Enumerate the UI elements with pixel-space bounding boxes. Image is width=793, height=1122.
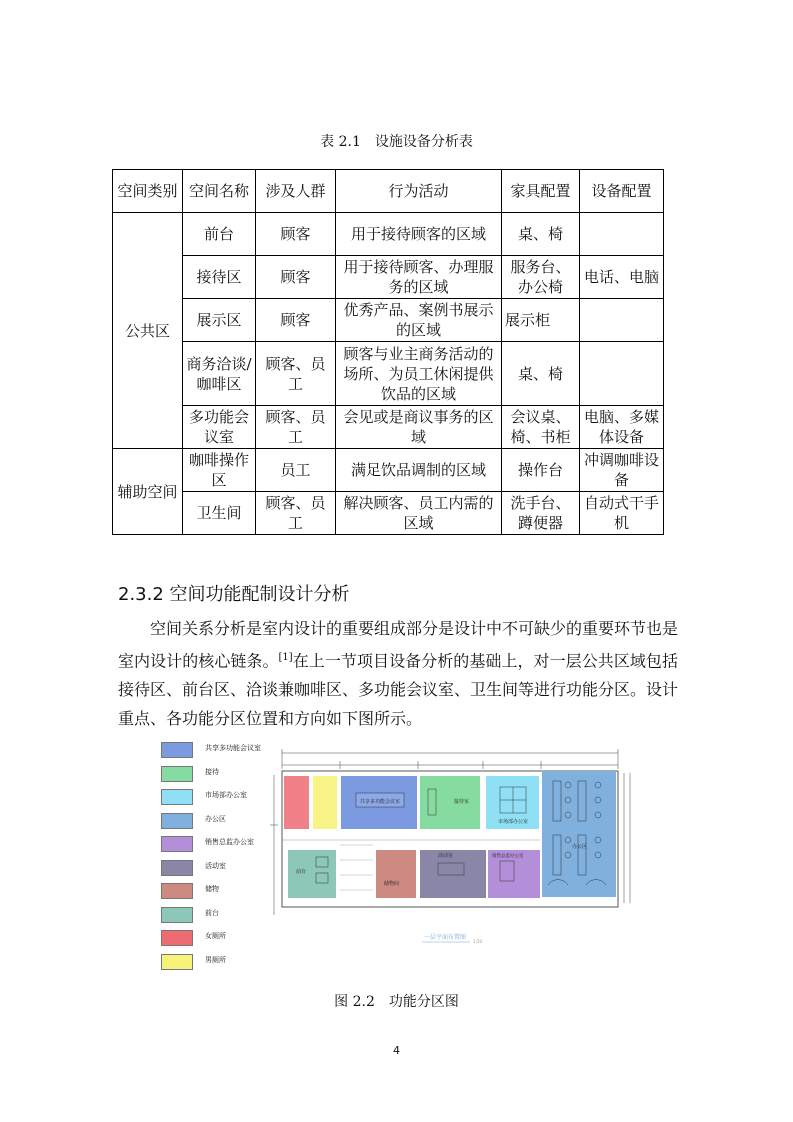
legend-label: 女厕所 bbox=[205, 932, 226, 940]
legend-label: 男厕所 bbox=[205, 955, 226, 964]
space-name-cell: 多功能会议室 bbox=[183, 406, 256, 449]
header-category: 空间类别 bbox=[113, 170, 183, 213]
furniture-cell: 桌、椅 bbox=[502, 342, 580, 406]
equipment-cell bbox=[580, 299, 664, 342]
legend-item bbox=[161, 952, 271, 976]
furniture-cell: 操作台 bbox=[502, 449, 580, 492]
table-row bbox=[113, 342, 664, 406]
citation-ref: [1] bbox=[278, 652, 293, 663]
legend-swatch bbox=[161, 883, 193, 899]
category-cell: 辅助空间 bbox=[113, 449, 183, 535]
plan-label-meeting: 共享多功能会议室 bbox=[360, 799, 401, 805]
zone-reception bbox=[420, 776, 480, 829]
plan-label-activity: 活动室 bbox=[438, 853, 454, 859]
header-name: 空间名称 bbox=[183, 170, 256, 213]
legend-label: 接待 bbox=[205, 767, 219, 776]
people-cell: 员工 bbox=[256, 449, 336, 492]
header-activity: 行为活动 bbox=[336, 170, 502, 213]
table-row bbox=[113, 492, 664, 535]
legend-label: 市场部办公室 bbox=[205, 791, 247, 799]
people-cell: 顾客 bbox=[256, 213, 336, 256]
paragraph-text-1: 空间关系分析是室内设计的重要组成部分是设计中不可缺少的重要环节也是室内设计的核心链条。 bbox=[118, 619, 679, 671]
legend-label: 前台 bbox=[205, 908, 219, 917]
people-cell: 顾客 bbox=[256, 256, 336, 299]
space-name-cell: 展示区 bbox=[183, 299, 256, 342]
legend-item bbox=[161, 834, 271, 858]
legend-label: 共享多功能会议室 bbox=[205, 744, 261, 752]
legend-swatch bbox=[161, 836, 193, 852]
people-cell: 顾客、员工 bbox=[256, 342, 336, 406]
zone-womens-restroom bbox=[284, 776, 309, 829]
activity-cell: 优秀产品、案例书展示的区域 bbox=[336, 299, 502, 342]
legend-label: 办公区 bbox=[205, 814, 226, 823]
header-equipment: 设备配置 bbox=[580, 170, 664, 213]
activity-cell: 会见或是商议事务的区域 bbox=[336, 406, 502, 449]
equipment-cell: 冲调咖啡设备 bbox=[580, 449, 664, 492]
body-paragraph bbox=[118, 614, 678, 733]
people-cell: 顾客、员工 bbox=[256, 492, 336, 535]
activity-cell: 解决顾客、员工内需的区域 bbox=[336, 492, 502, 535]
equipment-cell: 电话、电脑 bbox=[580, 256, 664, 299]
legend-label: 活动室 bbox=[205, 861, 226, 870]
legend-item bbox=[161, 905, 271, 929]
furniture-cell: 会议桌、椅、书柜 bbox=[502, 406, 580, 449]
activity-cell: 用于接待顾客的区域 bbox=[336, 213, 502, 256]
plan-label-storage: 储物间 bbox=[384, 881, 400, 887]
table-header-row bbox=[113, 170, 664, 213]
header-furniture: 家具配置 bbox=[502, 170, 580, 213]
legend-item bbox=[161, 858, 271, 882]
table-caption: 表 2.1 设施设备分析表 bbox=[320, 134, 473, 150]
legend-swatch bbox=[161, 742, 193, 758]
zone-mens-restroom bbox=[313, 776, 337, 829]
header-people: 涉及人群 bbox=[256, 170, 336, 213]
legend-item bbox=[161, 881, 271, 905]
activity-cell: 满足饮品调制的区域 bbox=[336, 449, 502, 492]
table-row bbox=[113, 256, 664, 299]
legend-swatch bbox=[161, 813, 193, 829]
furniture-cell: 洗手台、蹲便器 bbox=[502, 492, 580, 535]
plan-label-director: 销售总监办公室 bbox=[492, 854, 524, 859]
legend-item bbox=[161, 928, 271, 952]
legend-item bbox=[161, 764, 271, 788]
legend-swatch bbox=[161, 954, 193, 970]
people-cell: 顾客 bbox=[256, 299, 336, 342]
legend-swatch bbox=[161, 789, 193, 805]
space-name-cell: 商务洽谈/咖啡区 bbox=[183, 342, 256, 406]
space-name-cell: 卫生间 bbox=[183, 492, 256, 535]
legend-swatch bbox=[161, 907, 193, 923]
furniture-cell: 展示柜 bbox=[502, 299, 580, 342]
floor-plan bbox=[268, 745, 633, 955]
legend-swatch bbox=[161, 860, 193, 876]
space-name-cell: 接待区 bbox=[183, 256, 256, 299]
figure-caption: 图 2.2 功能分区图 bbox=[334, 994, 459, 1010]
facility-table bbox=[112, 169, 664, 535]
category-cell: 公共区 bbox=[113, 213, 183, 449]
plan-label-reception: 接待室 bbox=[454, 799, 470, 805]
legend-item bbox=[161, 787, 271, 811]
equipment-cell: 自动式干手机 bbox=[580, 492, 664, 535]
section-title: 2.3.2 空间功能配制设计分析 bbox=[118, 584, 350, 605]
plan-label-front: 前台 bbox=[296, 869, 307, 875]
zone-storage bbox=[376, 850, 416, 898]
plan-title: 一层平面布置图 bbox=[424, 934, 467, 941]
table-row bbox=[113, 213, 664, 256]
legend-item bbox=[161, 740, 271, 764]
furniture-cell: 服务台、办公椅 bbox=[502, 256, 580, 299]
legend-label: 销售总监办公室 bbox=[205, 838, 254, 846]
paragraph-text-2: 在上一节项目设备分析的基础上，对一层公共区域包括接待区、前台区、洽谈兼咖啡区、多功能会议室、卫生间等进行功能分区。设计重点、各功能分区位置和方向如下图所示。 bbox=[118, 651, 679, 729]
people-cell: 顾客、员工 bbox=[256, 406, 336, 449]
table-row bbox=[113, 406, 664, 449]
page-number: 4 bbox=[393, 1044, 400, 1057]
space-name-cell: 前台 bbox=[183, 213, 256, 256]
plan-scale: 1:50 bbox=[473, 939, 482, 944]
equipment-cell bbox=[580, 213, 664, 256]
legend-swatch bbox=[161, 766, 193, 782]
plan-label-office: 办公区 bbox=[572, 844, 588, 850]
activity-cell: 用于接待顾客、办理服务的区域 bbox=[336, 256, 502, 299]
activity-cell: 顾客与业主商务活动的场所、为员工休闲提供饮品的区域 bbox=[336, 342, 502, 406]
space-name-cell: 咖啡操作区 bbox=[183, 449, 256, 492]
table-row bbox=[113, 449, 664, 492]
furniture-cell: 桌、椅 bbox=[502, 213, 580, 256]
color-legend bbox=[161, 740, 271, 975]
legend-item bbox=[161, 811, 271, 835]
table-row bbox=[113, 299, 664, 342]
legend-swatch bbox=[161, 930, 193, 946]
plan-label-market: 市场部办公室 bbox=[498, 819, 529, 825]
equipment-cell: 电脑、多媒体设备 bbox=[580, 406, 664, 449]
legend-label: 储物 bbox=[205, 885, 219, 893]
equipment-cell bbox=[580, 342, 664, 406]
